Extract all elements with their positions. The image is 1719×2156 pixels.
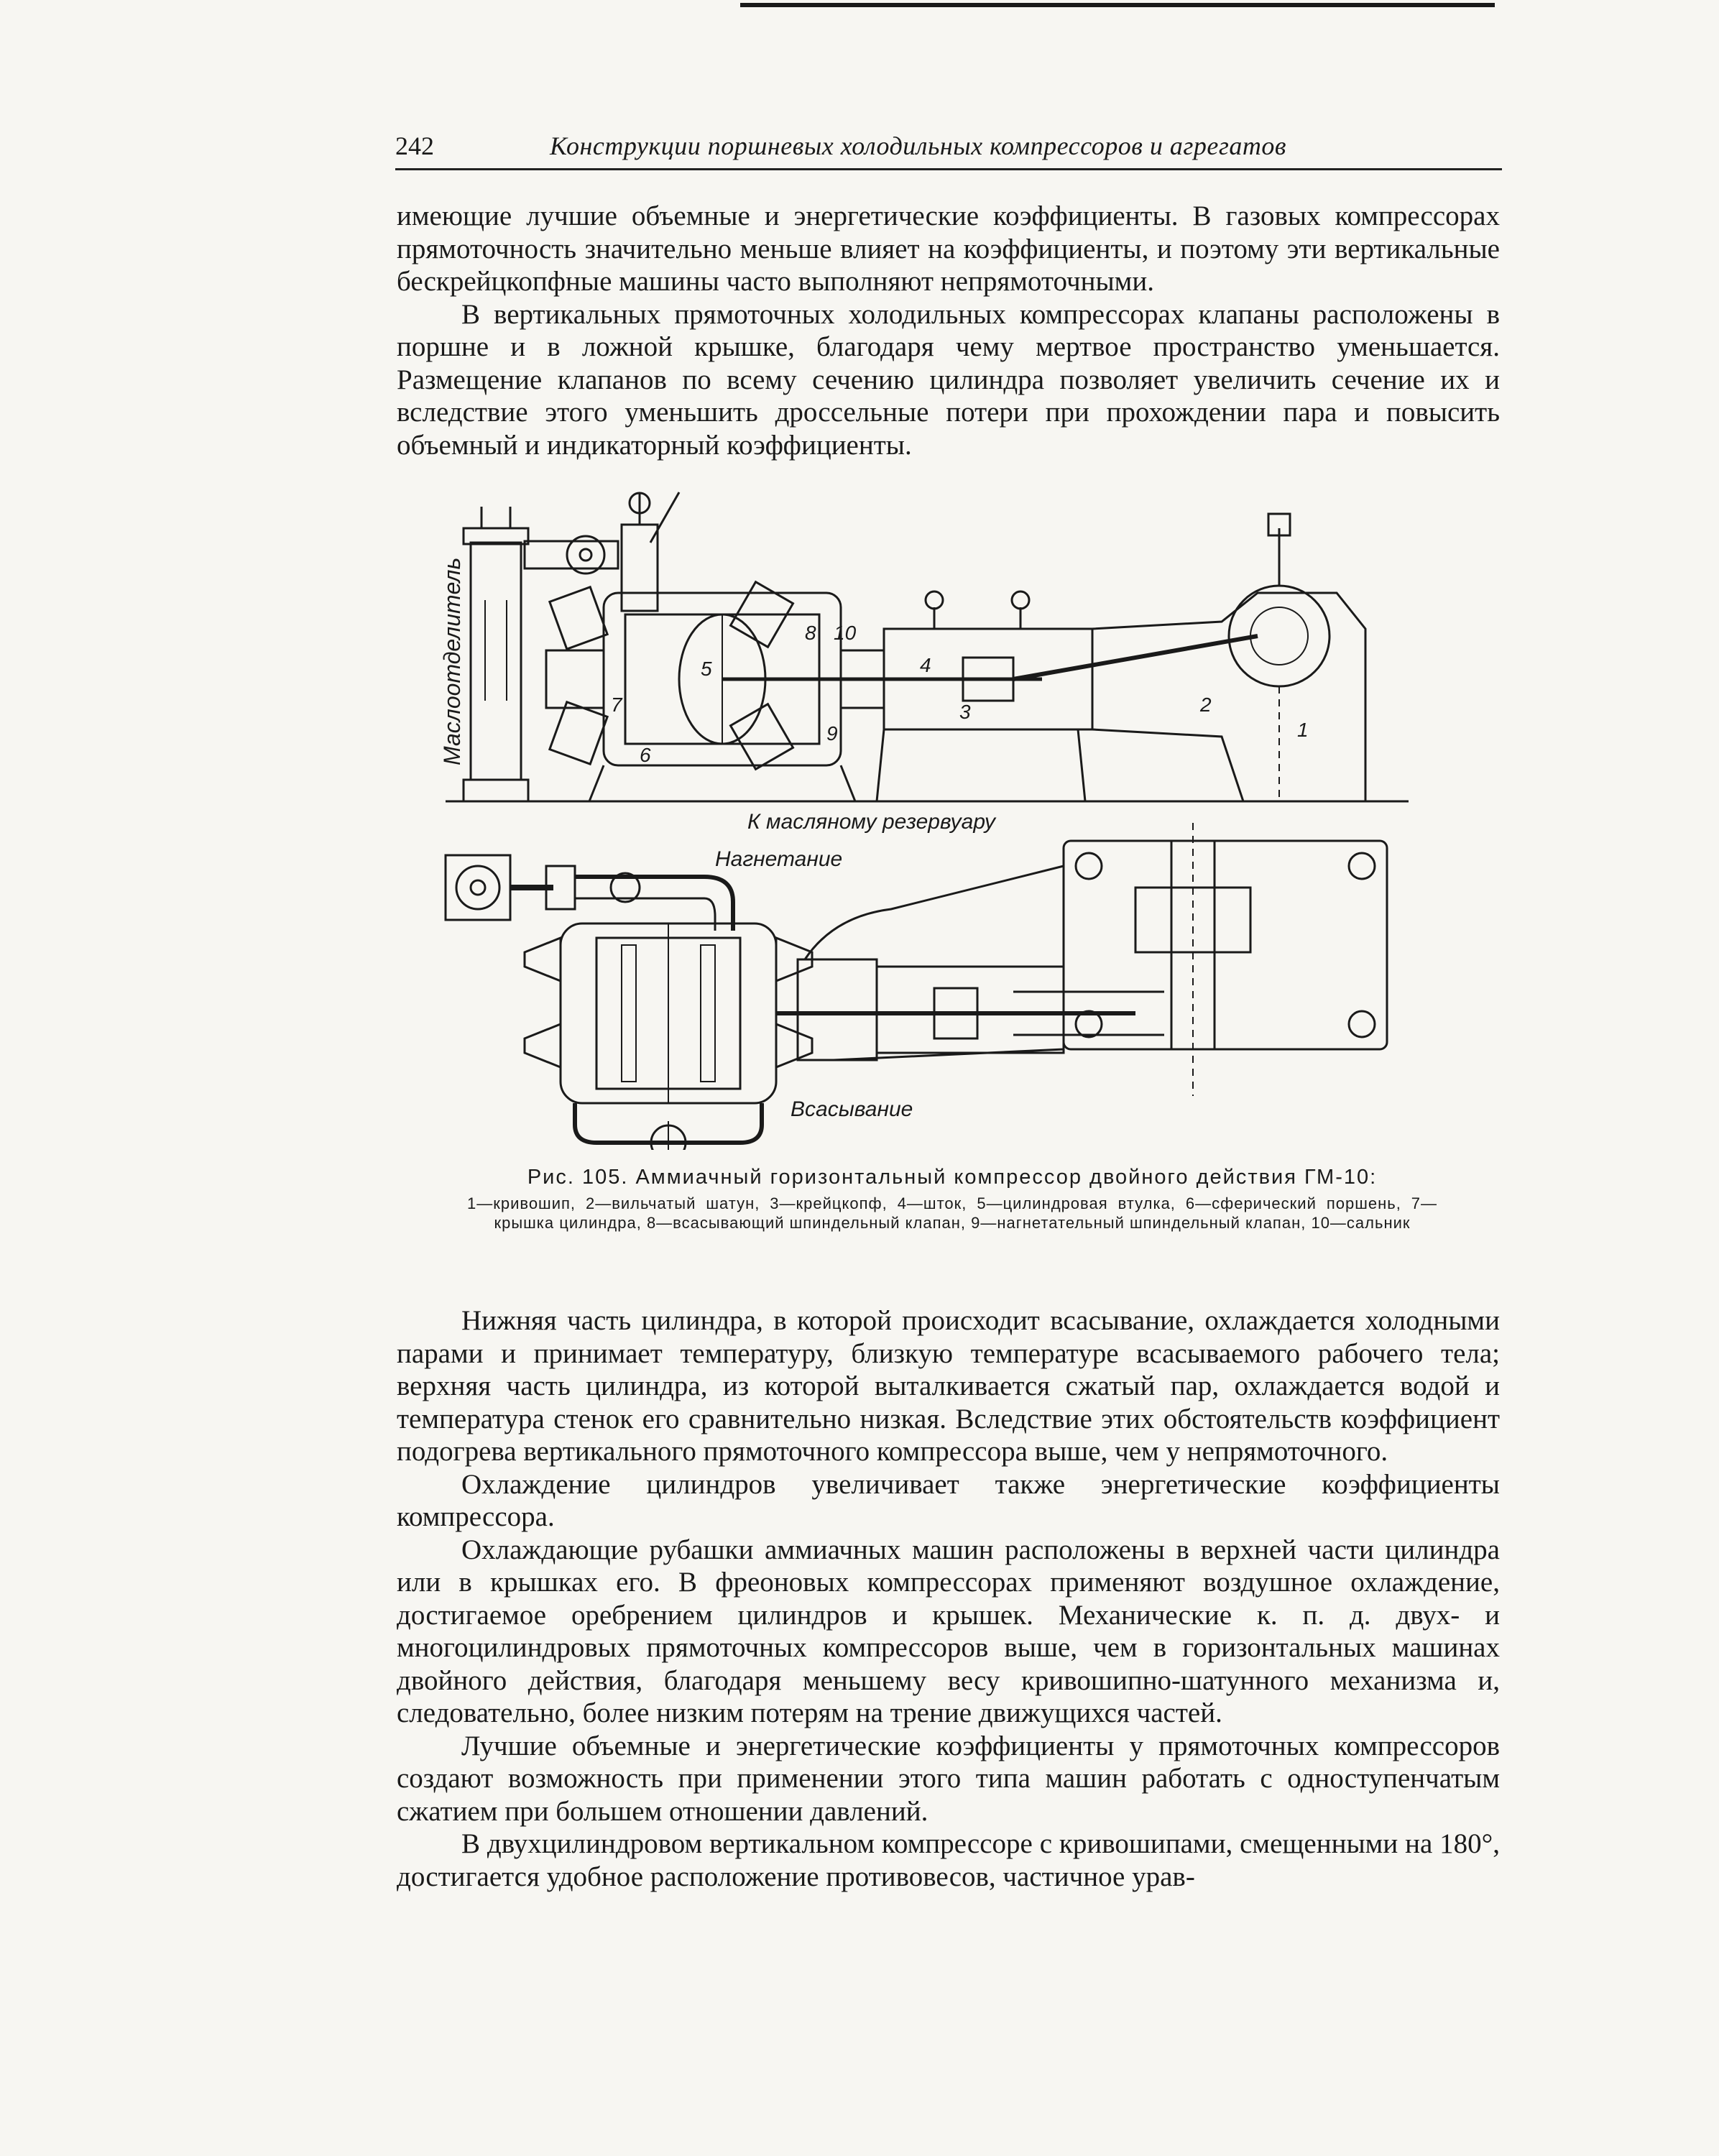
- cylinder-cover: [546, 650, 604, 708]
- compressor-drawing: [431, 464, 1466, 1150]
- paragraph: имеющие лучшие объемные и энергетические коэффициенты. В газовых компрессорах прямоточность значительно меньше влияет на коэффициенты, и поэтому эти вертикальные бескрейцкопфные машины часто выполняют непрямоточными.: [397, 201, 1500, 297]
- caption-title: Рис. 105. Аммиачный горизонтальный компрессор двойного действия ГМ-10:: [527, 1166, 1378, 1189]
- top-rule: [740, 3, 1495, 7]
- callout-6: 6: [640, 744, 651, 766]
- callout-8: 8: [805, 622, 816, 644]
- paragraph: В двухцилиндровом вертикальном компрессоре с кривошипами, смещенными на 180°, достигается удобное расположение противовесов, частичное урав-: [397, 1828, 1500, 1892]
- label-oil-separator: Маслоотделитель: [439, 557, 465, 765]
- callout-3: 3: [959, 701, 971, 723]
- text-block-bottom: [397, 1304, 1500, 1893]
- oil-separator-body: [471, 543, 521, 780]
- label-discharge: Нагнетание: [715, 847, 843, 871]
- label-to-oil-tank: К масляному резервуару: [747, 810, 996, 834]
- frame: [1092, 593, 1365, 801]
- callout-10: 10: [834, 622, 857, 644]
- paragraph: В вертикальных прямоточных холодильных компрессорах клапаны расположены в поршне и в ложной крышке, благодаря чему мертвое пространство уменьшается. Размещение клапанов по всему сечению цилиндра позволяет увеличить сечение их и вследствие этого уменьшить дроссельные потери при прохождении пара и повысить объемный и индикаторный коэффициенты.: [397, 298, 1500, 461]
- paragraph: Нижняя часть цилиндра, в которой происходит всасывание, охлаждается холодными парами и принимает температуру, близкую температуре всасываемого рабочего тела; верхняя часть цилиндра, из которой выталкивается сжатый пар, охлаждается водой и температура стенок его сравнительно низкая. Вследствие этих обстоятельств коэффициент подогрева вертикального прямоточного компрессора выше, чем у непрямоточного.: [397, 1305, 1500, 1467]
- frame-plan: [1064, 841, 1387, 1049]
- callout-7: 7: [611, 694, 622, 716]
- page-header: [395, 131, 1502, 170]
- figure-caption: [467, 1166, 1437, 1233]
- paragraph: Охлаждение цилиндров увеличивает также энергетические коэффициенты компрессора.: [397, 1468, 1500, 1532]
- connecting-rod: [1013, 636, 1258, 679]
- valve-heads: [550, 582, 793, 770]
- callout-1: 1: [1297, 719, 1309, 741]
- guide-plan: [877, 967, 1064, 1053]
- text-block-top: [397, 200, 1500, 461]
- crankshaft: [1229, 586, 1329, 686]
- callout-2: 2: [1200, 694, 1212, 716]
- page-number: 242: [395, 132, 434, 160]
- caption-legend: 1—кривошип, 2—вильчатый шатун, 3—крейцкопф, 4—шток, 5—цилиндровая втулка, 6—сферический поршень, 7—крышка цилиндра, 8—всасывающий шпиндельный клапан, 9—нагнетательный шпиндельный клапан, 10—сальник: [467, 1194, 1437, 1232]
- paragraph: Охлаждающие рубашки аммиачных машин расположены в верхней части цилиндра или в крышках его. В фреоновых компрессорах применяют воздушное охлаждение, достигаемое оребрением цилиндров и крышек. Механические к. п. д. двух- и многоцилиндровых прямоточных компрессоров выше, чем в горизонтальных машинах двойного действия, благодаря меньшему весу кривошипно-шатунного механизма и, следовательно, более низким потерям на трение движущихся частей.: [397, 1534, 1500, 1728]
- oil-separator-foot: [464, 780, 528, 801]
- callout-9: 9: [826, 722, 838, 745]
- paragraph: Лучшие объемные и энергетические коэффициенты у прямоточных компрессоров создают возможность при применении этого типа машин работать с одноступенчатым сжатием при большем отношении давлений.: [397, 1730, 1500, 1827]
- callout-5: 5: [701, 658, 712, 680]
- callout-4: 4: [920, 654, 931, 676]
- technical-drawing: [431, 464, 1466, 1150]
- label-suction: Всасывание: [791, 1097, 913, 1121]
- running-title: Конструкции поршневых холодильных компрессоров и агрегатов: [550, 132, 1287, 160]
